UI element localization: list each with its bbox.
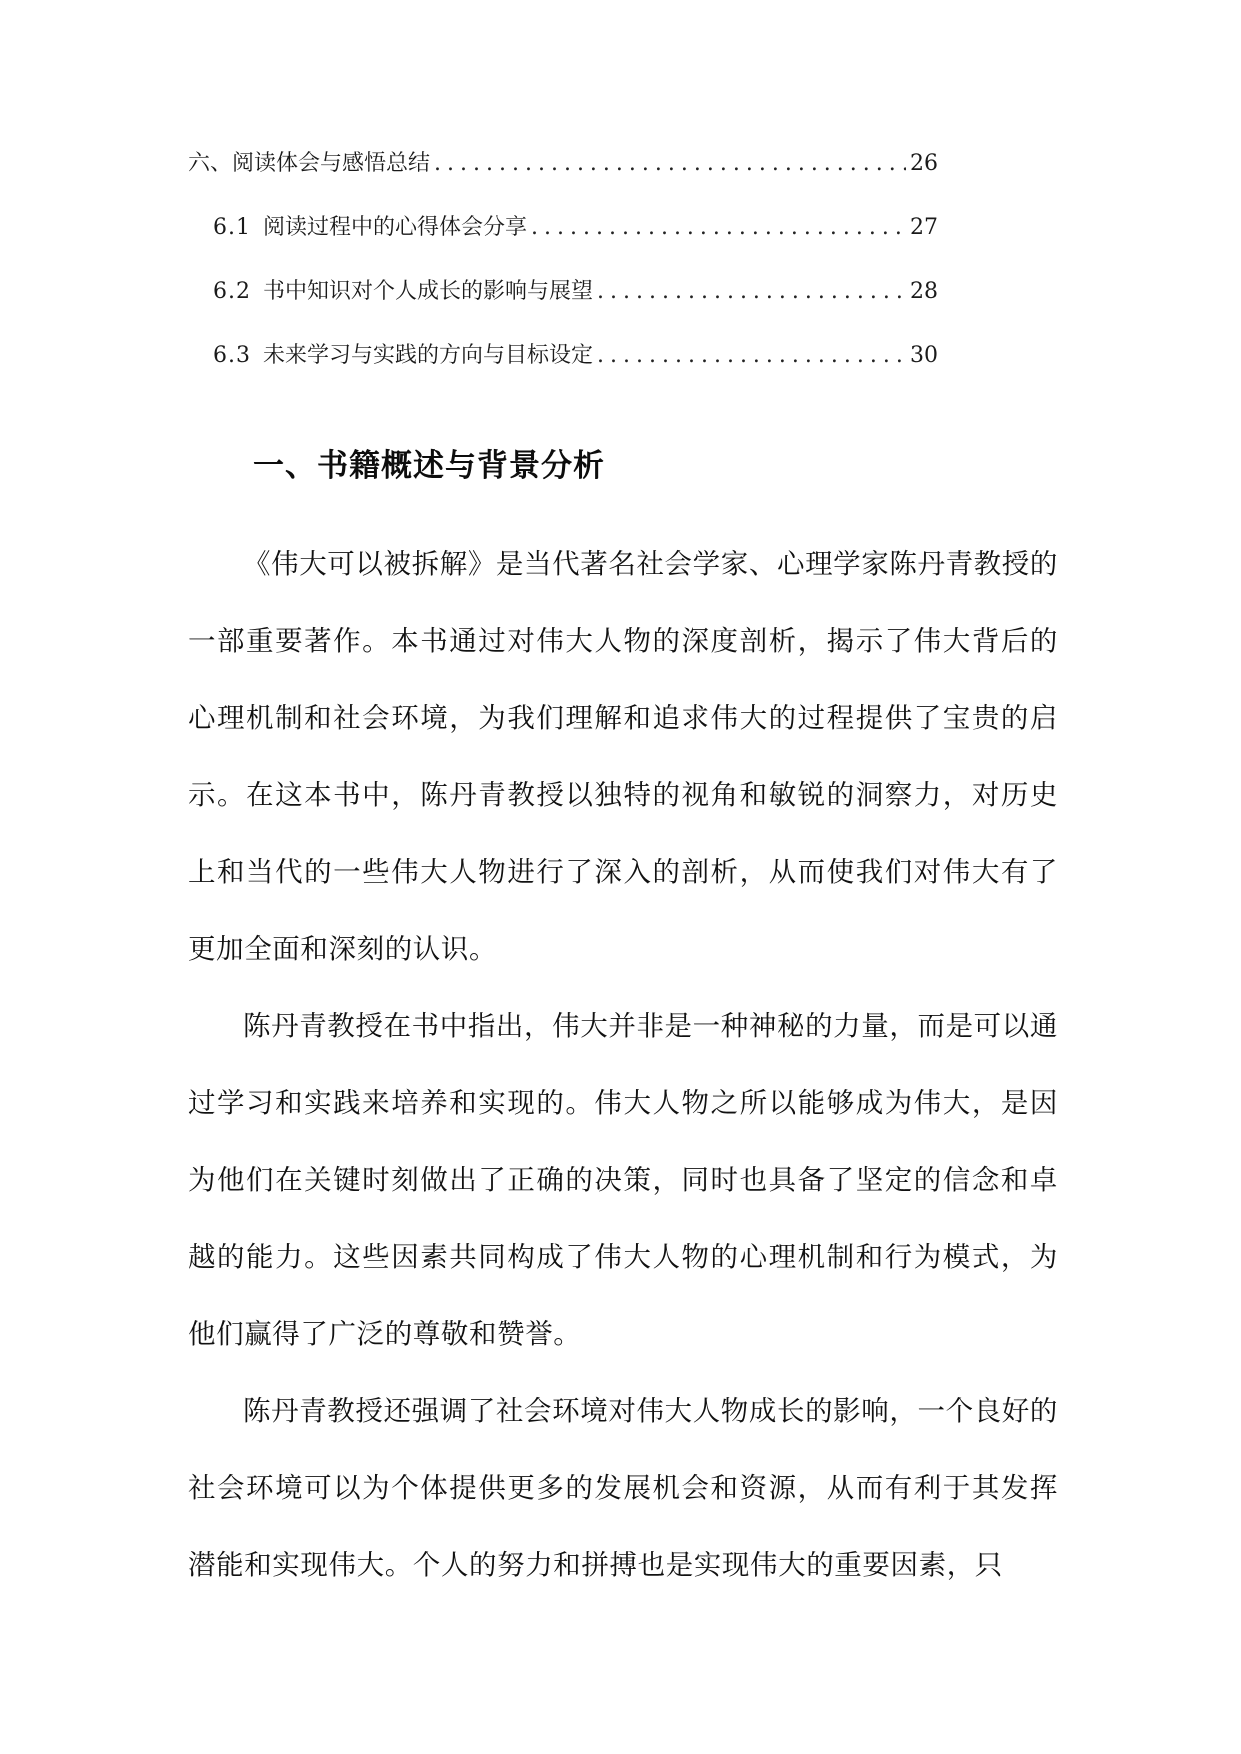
toc-page-number: 28 [910,279,938,304]
toc-page-number: 27 [910,215,938,240]
toc-entry-label: 书中知识对个人成长的影响与展望 [263,279,594,304]
toc-entry-6-1[interactable] [188,210,938,274]
toc-entry-number: 6.1 [213,215,251,240]
table-of-contents [188,146,938,402]
toc-entry-label: 阅读过程中的心得体会分享 [263,215,528,240]
toc-dot-leader [531,215,906,240]
toc-entry-6-3[interactable] [188,338,938,402]
body-paragraph-1: 《伟大可以被拆解》是当代著名社会学家、心理学家陈丹青教授的一部重要著作。本书通过对伟大人物的深度剖析，揭示了伟大背后的心理机制和社会环境，为我们理解和追求伟大的过程提供了宝贵的启示。在这本书中，陈丹青教授以独特的视角和敏锐的洞察力，对历史上和当代的一些伟大人物进行了深入的剖析，从而使我们对伟大有了更加全面和深刻的认识。 [188,548,1058,965]
toc-entry-number: 6.3 [213,343,251,368]
toc-dot-leader [597,343,906,368]
toc-entry-6[interactable] [188,146,938,210]
toc-page-number: 26 [910,151,938,176]
toc-entry-6-2[interactable] [188,274,938,338]
body-paragraph-3: 陈丹青教授还强调了社会环境对伟大人物成长的影响，一个良好的社会环境可以为个体提供更多的发展机会和资源，从而有利于其发挥潜能和实现伟大。个人的努力和拼搏也是实现伟大的重要因素，只 [188,1395,1058,1581]
toc-entry-label: 未来学习与实践的方向与目标设定 [263,343,594,368]
section-body [188,526,1058,1604]
toc-dot-leader [597,279,906,304]
body-paragraph-2: 陈丹青教授在书中指出，伟大并非是一种神秘的力量，而是可以通过学习和实践来培养和实现的。伟大人物之所以能够成为伟大，是因为他们在关键时刻做出了正确的决策，同时也具备了坚定的信念和卓越的能力。这些因素共同构成了伟大人物的心理机制和行为模式，为他们赢得了广泛的尊敬和赞誉。 [188,1010,1058,1350]
toc-entry-label: 六、阅读体会与感悟总结 [188,151,431,176]
section-heading: 一、书籍概述与背景分析 [253,448,605,484]
toc-entry-number: 6.2 [213,279,251,304]
toc-dot-leader [434,151,906,176]
toc-page-number: 30 [910,343,938,368]
